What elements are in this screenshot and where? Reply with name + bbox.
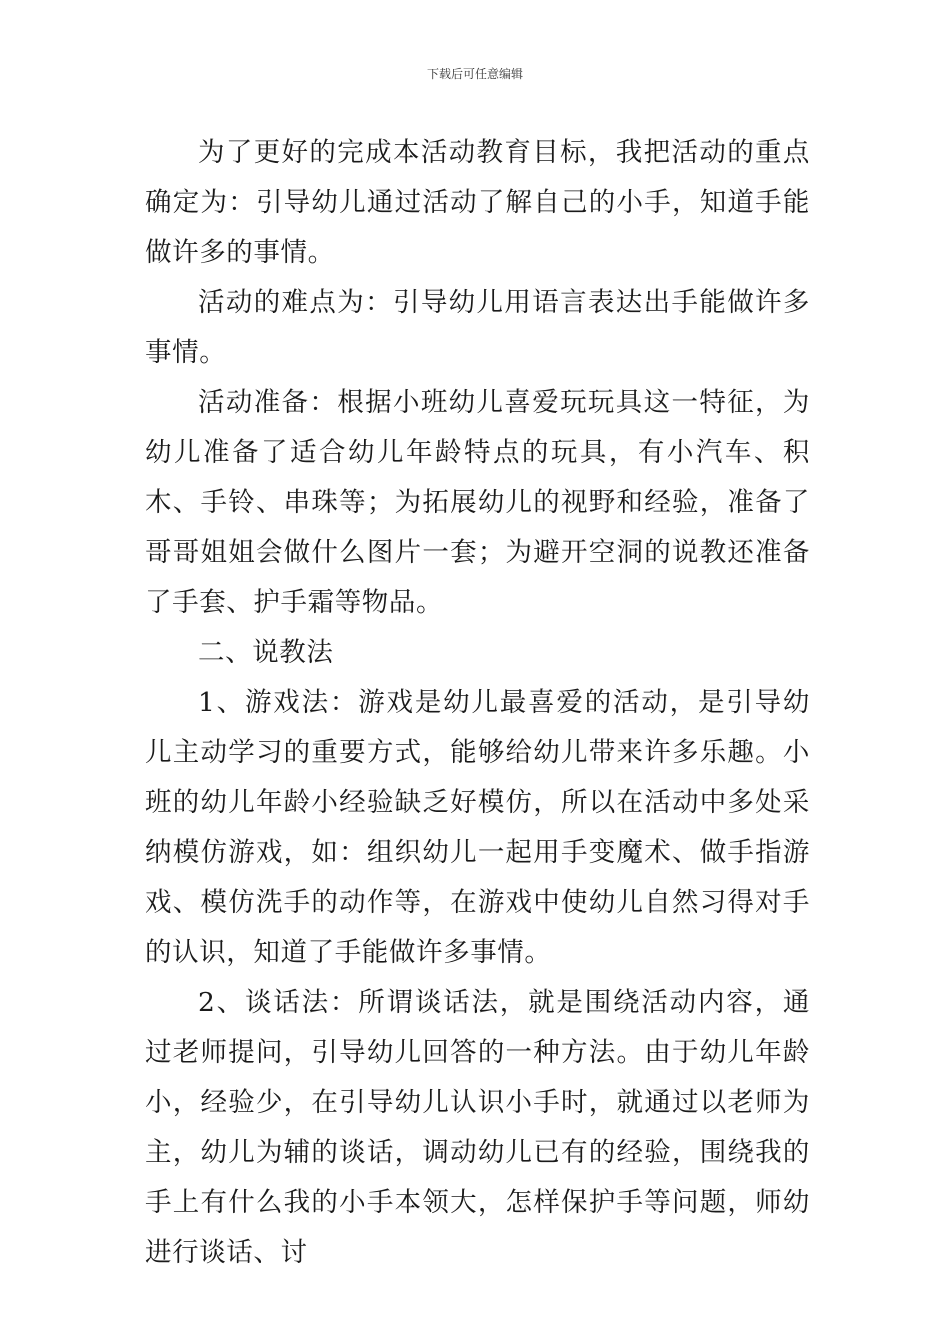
paragraph-preparation: 活动准备：根据小班幼儿喜爱玩玩具这一特征，为幼儿准备了适合幼儿年龄特点的玩具，有小汽车、积木、手铃、串珠等；为拓展幼儿的视野和经验，准备了哥哥姐姐会做什么图片一套；为避开空洞的说教还准备了手套、护手霜等物品。 (145, 387, 810, 618)
page-header: 下载后可任意编辑 (426, 67, 523, 81)
section-heading-teaching-methods: 二、说教法 (198, 637, 334, 668)
document-body (145, 128, 810, 1278)
paragraph-game-method: 1、游戏法：游戏是幼儿最喜爱的活动，是引导幼儿主动学习的重要方式，能够给幼儿带来许多乐趣。小班的幼儿年龄小经验缺乏好模仿，所以在活动中多处采纳模仿游戏，如：组织幼儿一起用手变魔术、做手指游戏、模仿洗手的动作等，在游戏中使幼儿自然习得对手的认识，知道了手能做许多事情。 (145, 687, 810, 968)
paragraph-key-points: 为了更好的完成本活动教育目标，我把活动的重点确定为：引导幼儿通过活动了解自己的小手，知道手能做许多的事情。 (145, 137, 810, 268)
paragraph-difficulty: 活动的难点为：引导幼儿用语言表达出手能做许多事情。 (145, 287, 810, 368)
paragraph-conversation-method: 2、谈话法：所谓谈话法，就是围绕活动内容，通过老师提问，引导幼儿回答的一种方法。由于幼儿年龄小，经验少，在引导幼儿认识小手时，就通过以老师为主，幼儿为辅的谈话，调动幼儿已有的经验，围绕我的手上有什么我的小手本领大，怎样保护手等问题，师幼进行谈话、讨 (145, 987, 810, 1268)
